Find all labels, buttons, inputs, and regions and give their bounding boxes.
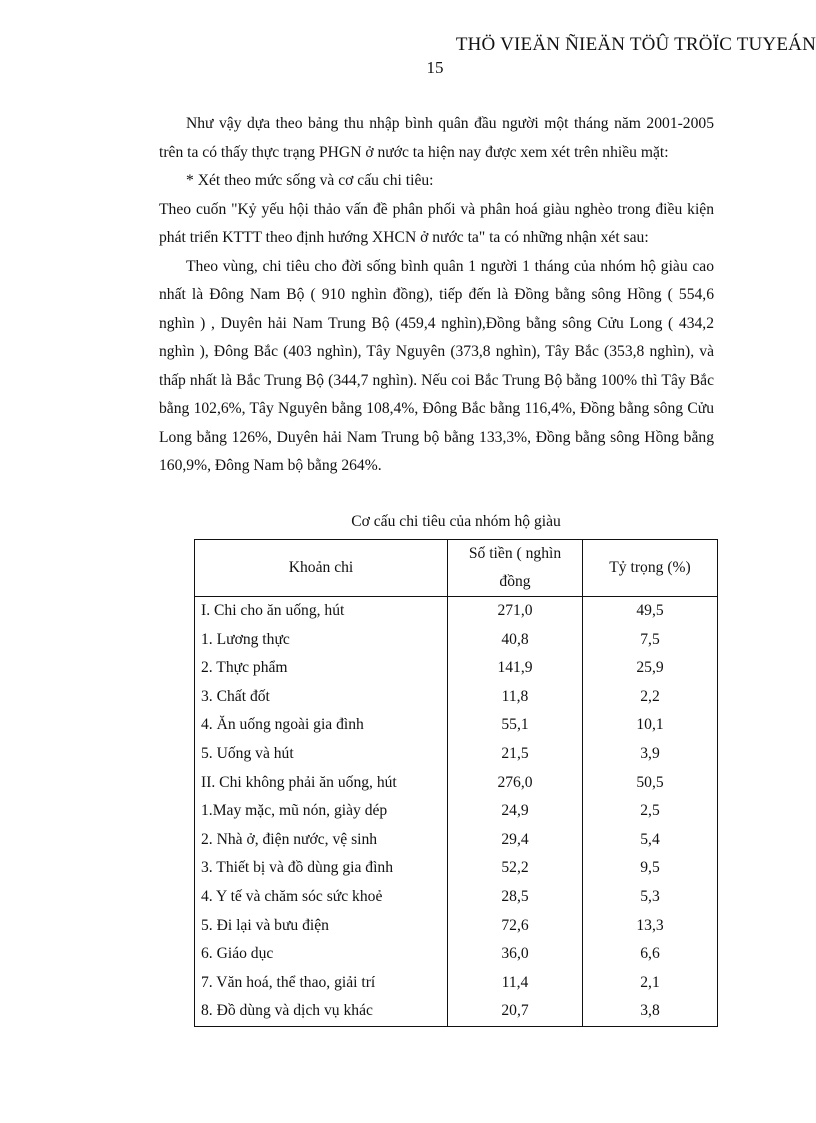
- cell-amount: 11,4: [448, 969, 583, 998]
- cell-amount: 52,2: [448, 854, 583, 883]
- cell-item: 4. Y tế và chăm sóc sức khoẻ: [195, 883, 448, 912]
- cell-share: 6,6: [583, 940, 718, 969]
- cell-share: 2,2: [583, 683, 718, 712]
- table-caption: Cơ cấu chi tiêu của nhóm hộ giàu: [351, 513, 561, 530]
- cell-share: 3,8: [583, 997, 718, 1026]
- cell-amount: 40,8: [448, 626, 583, 655]
- cell-share: 10,1: [583, 711, 718, 740]
- table-row: [195, 854, 718, 883]
- cell-item: 5. Uống và hút: [195, 740, 448, 769]
- table-row: [195, 826, 718, 855]
- cell-share: 7,5: [583, 626, 718, 655]
- cell-amount: 28,5: [448, 883, 583, 912]
- cell-amount: 271,0: [448, 597, 583, 626]
- table-row: [195, 597, 718, 626]
- cell-item: 6. Giáo dục: [195, 940, 448, 969]
- cell-amount: 141,9: [448, 654, 583, 683]
- column-header-amount: Số tiền ( nghìn đồng: [448, 540, 583, 597]
- cell-item: 7. Văn hoá, thể thao, giải trí: [195, 969, 448, 998]
- cell-item: 1.May mặc, mũ nón, giày dép: [195, 797, 448, 826]
- cell-item: 2. Thực phẩm: [195, 654, 448, 683]
- table-row: [195, 940, 718, 969]
- cell-share: 2,5: [583, 797, 718, 826]
- cell-share: 49,5: [583, 597, 718, 626]
- cell-share: 3,9: [583, 740, 718, 769]
- paragraph-subheading: * Xét theo mức sống và cơ cấu chi tiêu:: [186, 172, 434, 189]
- paragraph-regional-spending: Theo vùng, chi tiêu cho đời sống bình quân 1 người 1 tháng của nhóm hộ giàu cao nhất là Đông Nam Bộ ( 910 nghìn đồng), tiếp đến là Đồng bằng sông Hồng ( 554,6 nghìn ) , Duyên hải Nam Trung Bộ (459,4 nghìn),Đồng bằng sông Cửu Long ( 434,2 nghìn ), Đông Bắc (403 nghìn), Tây Nguyên (373,8 nghìn), Tây Bắc (353,8 nghìn), và thấp nhất là Bắc Trung Bộ (344,7 nghìn). Nếu coi Bắc Trung Bộ bằng 100% thì Tây Bắc bằng 102,6%, Tây Nguyên bằng 108,4%, Đông Bắc bằng 116,4%, Đồng bằng sông Cửu Long bằng 126%, Duyên hải Nam Trung bộ bằng 133,3%, Đồng bằng sông Hồng bằng 160,9%, Đông Nam bộ bằng 264%.: [159, 257, 714, 474]
- cell-share: 9,5: [583, 854, 718, 883]
- cell-share: 5,4: [583, 826, 718, 855]
- cell-amount: 276,0: [448, 769, 583, 798]
- table-body: [195, 597, 718, 1027]
- cell-share: 5,3: [583, 883, 718, 912]
- spending-structure-table: [194, 539, 718, 1027]
- table-header-row: [195, 540, 718, 597]
- table-row: [195, 711, 718, 740]
- cell-item: 1. Lương thực: [195, 626, 448, 655]
- cell-item: 3. Thiết bị và đồ dùng gia đình: [195, 854, 448, 883]
- table-row: [195, 769, 718, 798]
- table-row: [195, 883, 718, 912]
- table-row: [195, 997, 718, 1026]
- column-header-item: Khoản chi: [195, 540, 448, 597]
- cell-amount: 11,8: [448, 683, 583, 712]
- table-row: [195, 912, 718, 941]
- cell-item: 5. Đi lại và bưu điện: [195, 912, 448, 941]
- cell-amount: 29,4: [448, 826, 583, 855]
- paragraph-source: Theo cuốn "Kỷ yếu hội thảo vấn đề phân phối và phân hoá giàu nghèo trong điều kiện phát triển KTTT theo định hướng XHCN ở nước ta" ta có những nhận xét sau:: [159, 200, 714, 246]
- table-row: [195, 969, 718, 998]
- table-row: [195, 797, 718, 826]
- cell-amount: 72,6: [448, 912, 583, 941]
- body-text: [159, 110, 714, 481]
- paragraph-intro: Như vậy dựa theo bảng thu nhập bình quân đầu người một tháng năm 2001-2005 trên ta có thấy thực trạng PHGN ở nước ta hiện nay được xem xét trên nhiều mặt:: [159, 115, 714, 161]
- cell-item: 8. Đồ dùng và dịch vụ khác: [195, 997, 448, 1026]
- cell-amount: 21,5: [448, 740, 583, 769]
- cell-share: 25,9: [583, 654, 718, 683]
- cell-amount: 55,1: [448, 711, 583, 740]
- table-row: [195, 626, 718, 655]
- cell-item: II. Chi không phải ăn uống, hút: [195, 769, 448, 798]
- cell-item: 3. Chất đốt: [195, 683, 448, 712]
- cell-item: I. Chi cho ăn uống, hút: [195, 597, 448, 626]
- cell-amount: 36,0: [448, 940, 583, 969]
- cell-item: 4. Ăn uống ngoài gia đình: [195, 711, 448, 740]
- cell-amount: 24,9: [448, 797, 583, 826]
- cell-amount: 20,7: [448, 997, 583, 1026]
- cell-share: 13,3: [583, 912, 718, 941]
- cell-share: 2,1: [583, 969, 718, 998]
- page-number: 15: [426, 58, 444, 77]
- cell-item: 2. Nhà ở, điện nước, vệ sinh: [195, 826, 448, 855]
- table-row: [195, 740, 718, 769]
- cell-share: 50,5: [583, 769, 718, 798]
- column-header-share: Tỷ trọng (%): [583, 540, 718, 597]
- header-title: THÖ VIEÄN ÑIEÄN TÖÛ TRÖÏC TUYEÁN: [455, 34, 816, 55]
- table-row: [195, 683, 718, 712]
- table-row: [195, 654, 718, 683]
